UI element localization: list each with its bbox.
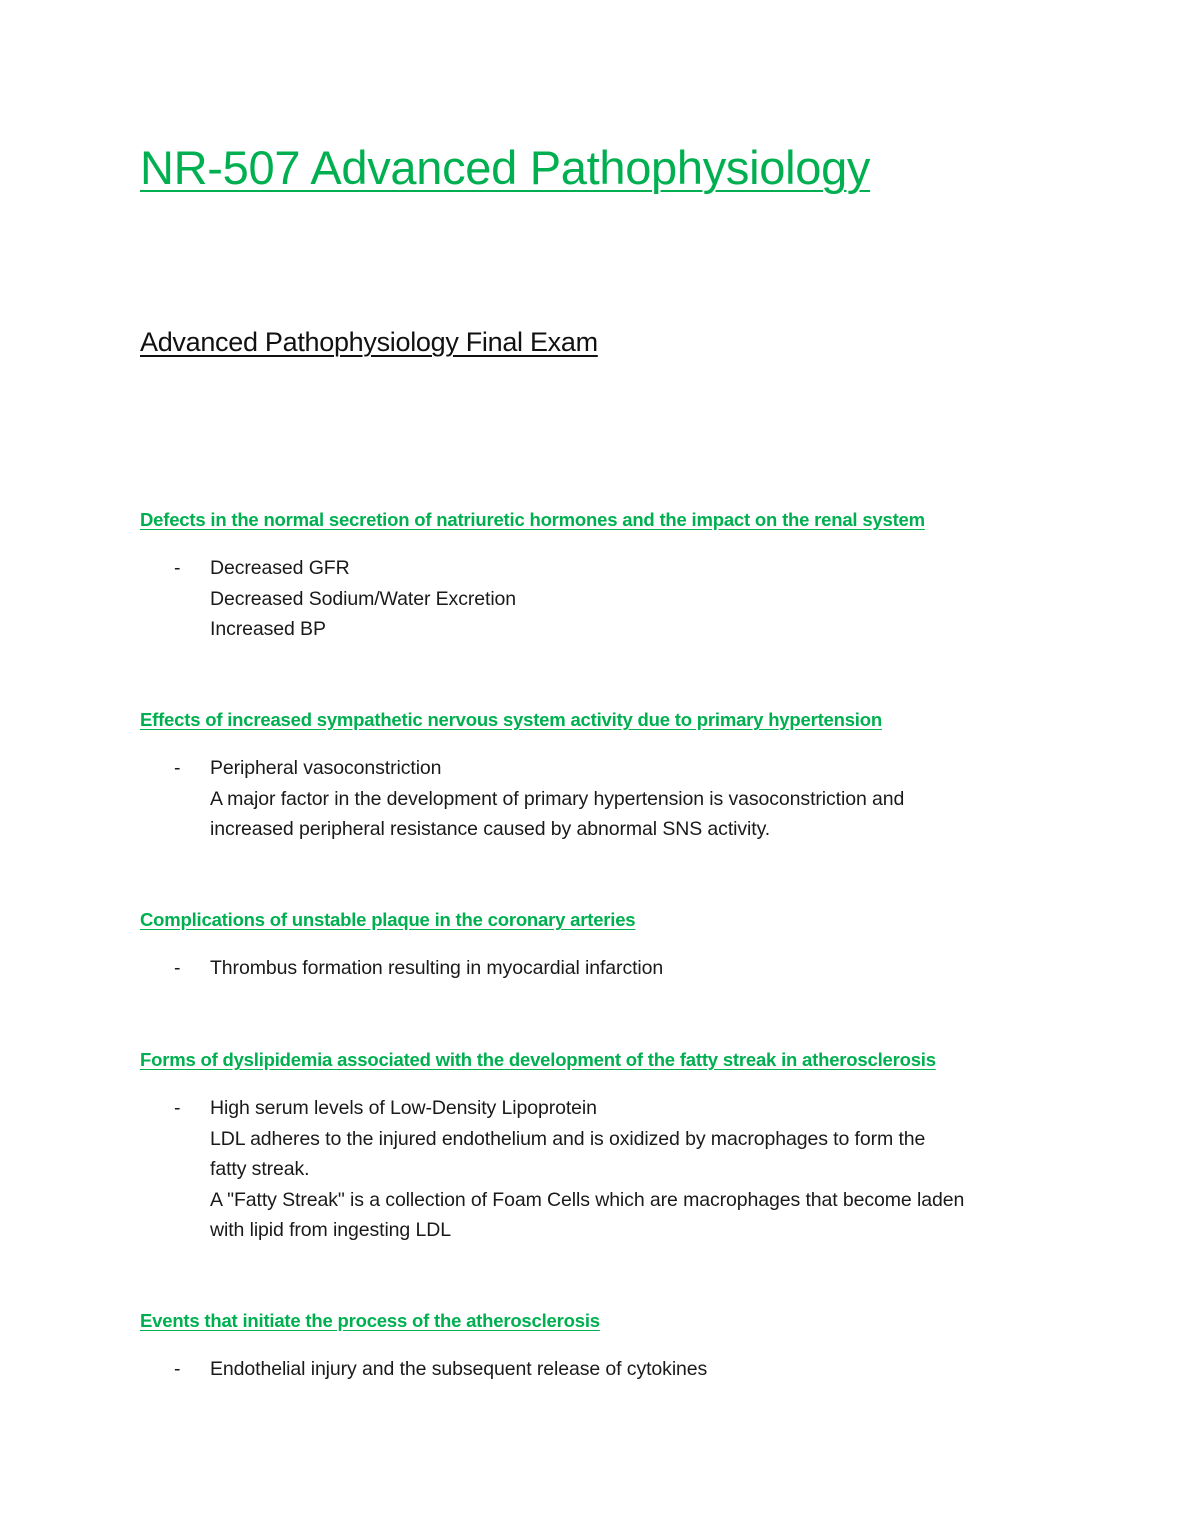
bullet-item [140,553,1060,645]
bullet-line: Endothelial injury and the subsequent release of cytokines [210,1358,708,1380]
section-sympathetic-activity [140,707,1060,845]
bullet-line: Thrombus formation resulting in myocardial infarction [210,957,664,979]
bullet-line: increased peripheral resistance caused by abnormal SNS activity. [210,818,771,840]
section-unstable-plaque [140,907,1060,984]
bullet-item [140,1093,1060,1246]
section-dyslipidemia [140,1047,1060,1246]
section-heading: Complications of unstable plaque in the coronary arteries [140,909,636,930]
bullet-line: A major factor in the development of primary hypertension is vasoconstriction and [210,787,905,810]
bullet-line: with lipid from ingesting LDL [210,1219,451,1241]
bullet-line: LDL adheres to the injured endothelium and is oxidized by macrophages to form the [210,1127,926,1150]
bullet-line: High serum levels of Low-Density Lipoprotein [210,1097,597,1119]
bullet-dash: - [174,957,181,979]
bullet-dash: - [174,757,181,779]
bullet-line: Decreased GFR [210,557,350,579]
bullet-line: Decreased Sodium/Water Excretion [210,587,517,610]
section-heading: Forms of dyslipidemia associated with the development of the fatty streak in atherosclerosis [140,1049,936,1070]
bullet-dash: - [174,1097,181,1119]
section-atherosclerosis-initiation [140,1308,1060,1385]
section-heading: Events that initiate the process of the atherosclerosis [140,1310,600,1331]
bullet-line: Peripheral vasoconstriction [210,757,442,779]
bullet-dash: - [174,1358,181,1380]
bullet-dash: - [174,557,181,579]
bullet-item [140,753,1060,845]
bullet-line: fatty streak. [210,1158,310,1180]
bullet-line: A "Fatty Streak" is a collection of Foam Cells which are macrophages that become laden [210,1188,965,1211]
document-subtitle: Advanced Pathophysiology Final Exam [140,327,598,357]
document-title: NR-507 Advanced Pathophysiology [140,141,871,194]
bullet-line: Increased BP [210,618,326,640]
bullet-item [140,953,1060,984]
bullet-item [140,1354,1060,1385]
section-heading: Defects in the normal secretion of natriuretic hormones and the impact on the renal system [140,509,925,530]
section-heading: Effects of increased sympathetic nervous system activity due to primary hypertension [140,709,882,730]
section-natriuretic-hormones [140,507,1060,645]
